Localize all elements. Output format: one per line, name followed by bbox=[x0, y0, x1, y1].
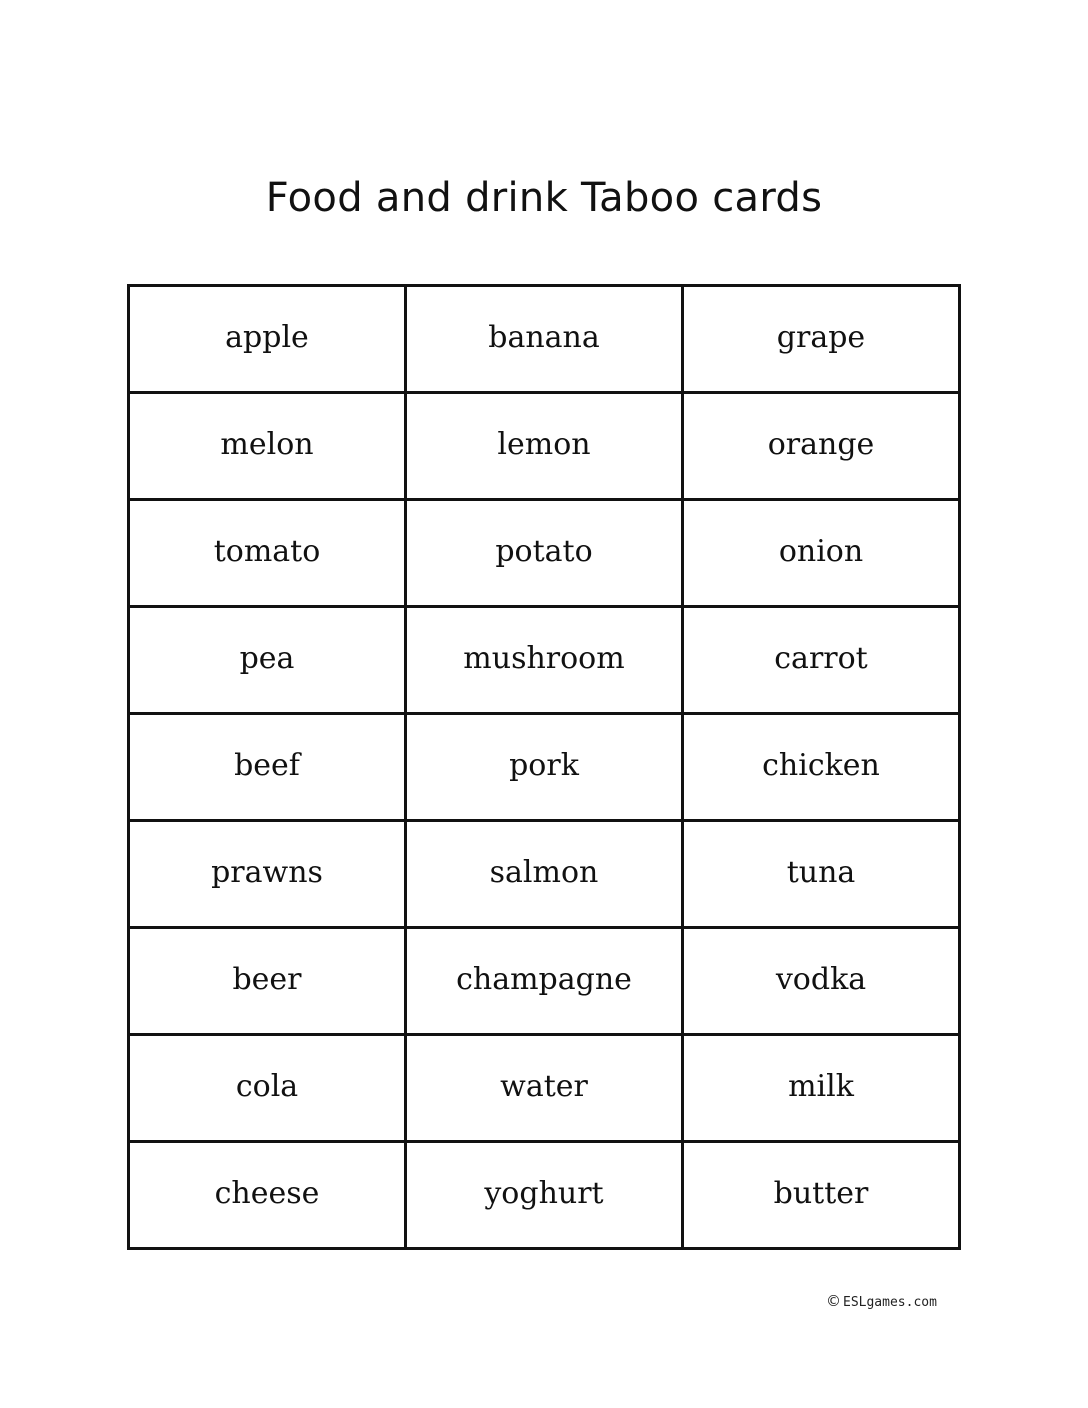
table-row bbox=[129, 928, 960, 1035]
taboo-card: vodka bbox=[683, 928, 960, 1035]
table-row bbox=[129, 1142, 960, 1249]
copyright-icon: © bbox=[826, 1292, 841, 1310]
table-row bbox=[129, 821, 960, 928]
table-row bbox=[129, 500, 960, 607]
copyright-notice bbox=[826, 1292, 937, 1310]
taboo-card: potato bbox=[406, 500, 683, 607]
taboo-card: butter bbox=[683, 1142, 960, 1249]
taboo-card-grid bbox=[127, 284, 961, 1250]
page-title: Food and drink Taboo cards bbox=[265, 175, 823, 221]
taboo-card: cheese bbox=[129, 1142, 406, 1249]
copyright-text: ESLgames.com bbox=[843, 1295, 937, 1310]
taboo-card: beer bbox=[129, 928, 406, 1035]
table-row bbox=[129, 1035, 960, 1142]
taboo-card: prawns bbox=[129, 821, 406, 928]
taboo-card: banana bbox=[406, 286, 683, 393]
taboo-card: orange bbox=[683, 393, 960, 500]
taboo-card: lemon bbox=[406, 393, 683, 500]
table-row bbox=[129, 607, 960, 714]
taboo-card: milk bbox=[683, 1035, 960, 1142]
taboo-card: water bbox=[406, 1035, 683, 1142]
taboo-card: tomato bbox=[129, 500, 406, 607]
table-row bbox=[129, 393, 960, 500]
table-row bbox=[129, 714, 960, 821]
taboo-card: melon bbox=[129, 393, 406, 500]
taboo-card: beef bbox=[129, 714, 406, 821]
taboo-card: tuna bbox=[683, 821, 960, 928]
taboo-card: pea bbox=[129, 607, 406, 714]
taboo-card: mushroom bbox=[406, 607, 683, 714]
taboo-card: cola bbox=[129, 1035, 406, 1142]
taboo-card: grape bbox=[683, 286, 960, 393]
taboo-card: pork bbox=[406, 714, 683, 821]
table-row bbox=[129, 286, 960, 393]
taboo-card: carrot bbox=[683, 607, 960, 714]
taboo-card: apple bbox=[129, 286, 406, 393]
taboo-card: yoghurt bbox=[406, 1142, 683, 1249]
taboo-card: onion bbox=[683, 500, 960, 607]
taboo-card: champagne bbox=[406, 928, 683, 1035]
taboo-card: chicken bbox=[683, 714, 960, 821]
taboo-card: salmon bbox=[406, 821, 683, 928]
